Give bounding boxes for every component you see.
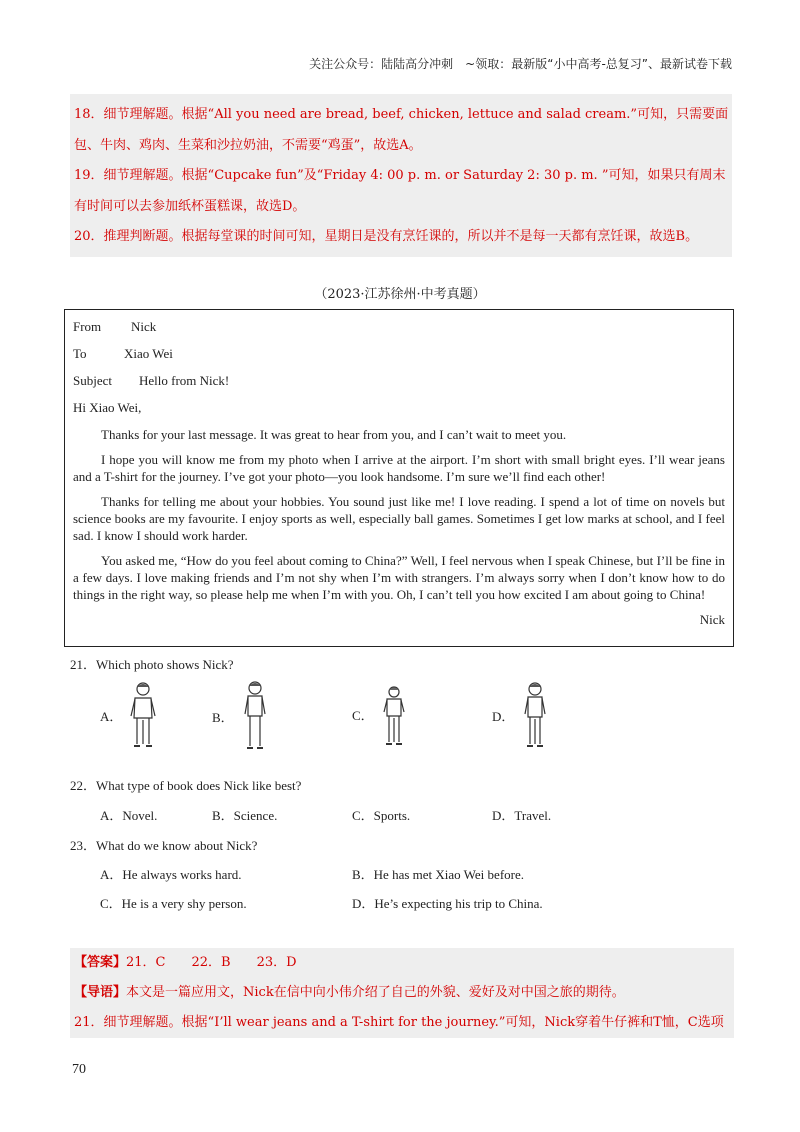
question-23-options-row1 bbox=[100, 864, 524, 883]
email-letter bbox=[64, 309, 734, 647]
explanation-18: 18．细节理解题。根据“All you need are bread, beef, chicken, lettuce and salad cream.”可知，只需要面包、牛肉、鸡肉、生菜和沙拉奶油，不需要“鸡蛋”，故选A。 bbox=[74, 107, 729, 153]
question-23-stem: 23．What do we know about Nick? bbox=[70, 838, 258, 853]
letter-paragraph-2: I hope you will know me from my photo when I arrive at the airport. I’m short with small bright eyes. I’ll wear jeans and a T-shirt for the journey. I’ve got your photo—you look handsome. I’m sure we’ll find each other! bbox=[73, 452, 725, 484]
option-label: A． bbox=[100, 708, 123, 724]
to-row bbox=[73, 345, 725, 362]
letter-greeting: Hi Xiao Wei, bbox=[73, 400, 142, 415]
question-23-options-row2 bbox=[100, 893, 543, 912]
person-figure-d-icon bbox=[520, 680, 550, 750]
option-22-c[interactable]: C．Sports. bbox=[352, 808, 411, 823]
option-label: B． bbox=[212, 709, 234, 725]
from-row bbox=[73, 318, 725, 335]
letter-paragraph-1: Thanks for your last message. It was great to hear from you, and I can’t wait to meet you. bbox=[101, 427, 567, 442]
from-label: From bbox=[73, 319, 102, 334]
option-label: D． bbox=[492, 708, 515, 724]
answer-line bbox=[74, 948, 734, 978]
question-22-options bbox=[100, 805, 551, 824]
person-figure-c-icon bbox=[380, 680, 408, 748]
option-22-a[interactable]: A．Novel. bbox=[100, 808, 158, 823]
option-22-d[interactable]: D．Travel. bbox=[492, 808, 552, 823]
page-number: 70 bbox=[72, 1062, 86, 1077]
to-label: To bbox=[73, 346, 87, 361]
option-23-d[interactable]: D．He’s expecting his trip to China. bbox=[352, 896, 543, 911]
subject-value: Hello from Nick! bbox=[139, 373, 230, 388]
guide-line bbox=[74, 978, 734, 1008]
answer-section bbox=[70, 948, 734, 1038]
option-21-b[interactable] bbox=[212, 680, 270, 752]
answer-label: 【答案】 bbox=[74, 955, 127, 970]
previous-explanations bbox=[70, 94, 732, 257]
answer-text: 21．C 22．B 23．D bbox=[126, 955, 297, 970]
letter-paragraph-4: You asked me, “How do you feel about coming to China?” Well, I feel nervous when I speak Chinese, but I’ll be fine in a few days. I love making friends and I’m not shy when I’m with strangers. I’m always sorry when I don’t know how to do things in the right way, so please help me when I’m with you. Oh, I can’t tell you how excited I am about going to China! bbox=[73, 553, 725, 602]
option-21-c[interactable] bbox=[352, 680, 408, 748]
question-22-stem: 22．What type of book does Nick like best? bbox=[70, 778, 302, 793]
letter-signature: Nick bbox=[699, 612, 725, 627]
option-22-b[interactable]: B．Science. bbox=[212, 808, 278, 823]
option-21-a[interactable] bbox=[100, 680, 158, 750]
explanation-19: 19．细节理解题。根据“Cupcake fun”及“Friday 4: 00 p. m. or Saturday 2: 30 p. m. ”可知，如果只有周末有时间可以去参加纸杯蛋糕课，故选D。 bbox=[74, 168, 726, 214]
explanation-20: 20．推理判断题。根据每堂课的时间可知，星期日是没有烹饪课的，所以并不是每一天都有烹饪课，故选B。 bbox=[74, 229, 699, 244]
option-21-d[interactable] bbox=[492, 680, 550, 750]
guide-label: 【导语】 bbox=[74, 985, 127, 1000]
person-figure-a-icon bbox=[128, 680, 158, 750]
to-value: Xiao Wei bbox=[124, 346, 173, 361]
subject-row bbox=[73, 372, 725, 389]
option-23-a[interactable]: A．He always works hard. bbox=[100, 867, 242, 882]
letter-paragraph-3: Thanks for telling me about your hobbies. You sound just like me! I love reading. I spend a lot of time on novels but science books are my favourite. I enjoy sports as well, especially ball games. Sometimes I get low marks at school, and I feel sad. I know I should work harder. bbox=[73, 494, 725, 543]
page-header: 关注公众号：陆陆高分冲刺 ~领取：最新版“小中高考-总复习”、最新试卷下载 bbox=[309, 57, 732, 71]
from-value: Nick bbox=[131, 319, 157, 334]
person-figure-b-icon bbox=[240, 680, 270, 752]
option-23-c[interactable]: C．He is a very shy person. bbox=[100, 896, 247, 911]
question-21-stem: 21．Which photo shows Nick? bbox=[70, 657, 234, 672]
option-label: C． bbox=[352, 707, 374, 723]
explanation-21: 21．细节理解题。根据“I’ll wear jeans and a T-shirt for the journey.”可知，Nick穿着牛仔裤和T恤，C选项 bbox=[74, 1015, 724, 1030]
option-23-b[interactable]: B．He has met Xiao Wei before. bbox=[352, 867, 524, 882]
question-source: （2023·江苏徐州·中考真题） bbox=[314, 287, 486, 302]
subject-label: Subject bbox=[73, 373, 112, 388]
guide-text: 本文是一篇应用文，Nick在信中向小伟介绍了自己的外貌、爱好及对中国之旅的期待。 bbox=[126, 985, 625, 1000]
